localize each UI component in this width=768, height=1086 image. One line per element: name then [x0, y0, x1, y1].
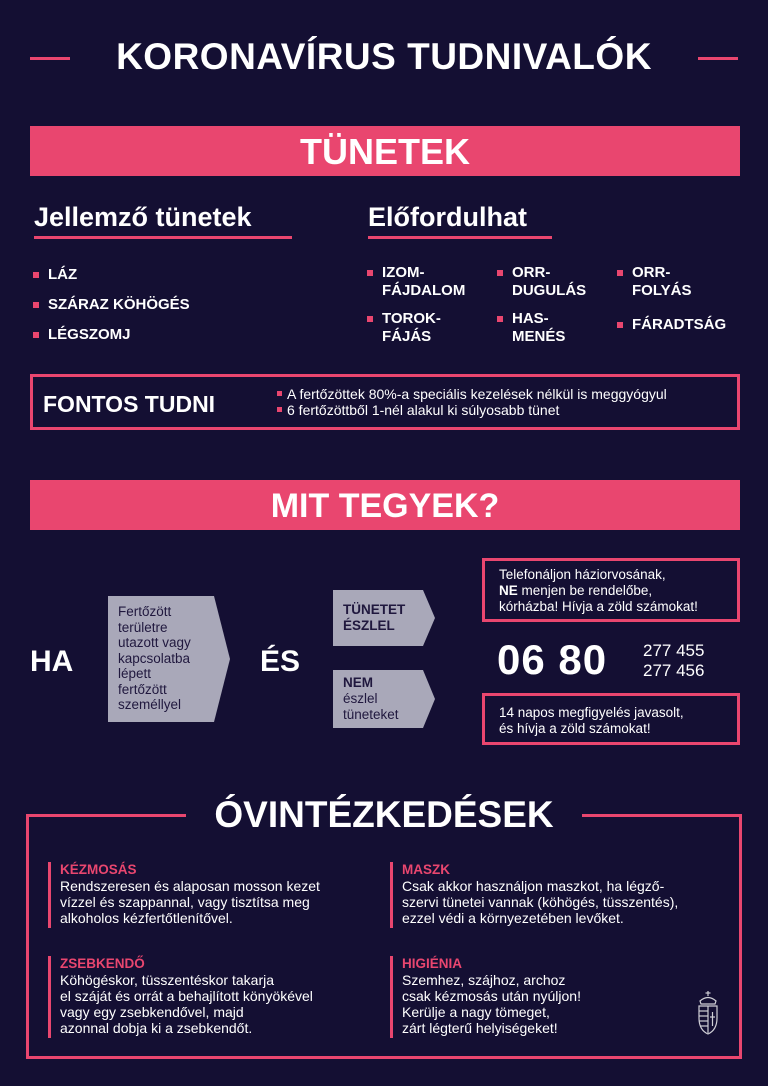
phone-prefix: 06 80: [497, 636, 608, 683]
precaution-title: KÉZMOSÁS: [60, 862, 137, 877]
symptom-nasal-congestion: ORR- DUGULÁS: [512, 264, 587, 299]
important-box: [30, 374, 740, 430]
no-symptoms-text: NEM észlel tüneteket: [343, 675, 399, 722]
possible-heading-underline: [368, 236, 552, 239]
symptom-fever: LÁZ: [48, 266, 78, 283]
section-marker: [48, 862, 51, 928]
call-doctor-box: [482, 558, 740, 622]
observation-box: [482, 693, 740, 745]
precautions-heading: ÓVINTÉZKEDÉSEK: [214, 794, 554, 835]
typical-heading-underline: [34, 236, 292, 239]
possible-symptoms-heading: Előfordulhat: [368, 202, 527, 232]
precaution-title: ZSEBKENDŐ: [60, 956, 145, 971]
precaution-mask: MASZK Csak akkor használjon maszkot, ha légző- szervi tünetei vannak (köhögés, tüsszentés), ezzel védi a környezetében levőket.: [390, 862, 730, 928]
precautions-frame-top-right: [582, 814, 742, 817]
precaution-hygiene: HIGIÉNIA Szemhez, szájhoz, archoz csak kézmosás után nyúljon! Kerülje a nagy tömeget, zárt légterű helyiségeket!: [390, 956, 690, 1038]
precaution-title: HIGIÉNIA: [402, 956, 463, 971]
if-label: HA: [30, 645, 74, 678]
typical-symptoms-heading: Jellemző tünetek: [34, 202, 252, 232]
precautions-frame-right: [739, 814, 742, 1059]
precautions-frame-left: [26, 814, 29, 1059]
section-marker: [48, 956, 51, 1038]
phone-number-1: 277 455: [643, 641, 705, 660]
phone-number-2: 277 456: [643, 661, 705, 680]
section-marker: [390, 956, 393, 1038]
symptom-runny-nose: ORR- FOLYÁS: [632, 264, 692, 299]
precaution-handwash: KÉZMOSÁS Rendszeresen és alaposan mosson kezet vízzel és szappannal, vagy tisztítsa meg alkoholos kézfertőtlenítővel.: [48, 862, 368, 928]
symptom-diarrhea: HAS- MENÉS: [512, 310, 566, 345]
call-doctor-text: Telefonáljon háziorvosának, NE menjen be rendelőbe, kórházba! Hívja a zöld számokat!: [499, 567, 698, 614]
important-list: [277, 386, 667, 418]
symptom-fatigue: FÁRADTSÁG: [632, 316, 727, 333]
precautions-frame-top-left: [26, 814, 186, 817]
important-item: 6 fertőzöttből 1-nél alakul ki súlyosabb tünet: [277, 402, 667, 418]
precaution-title: MASZK: [402, 862, 450, 877]
has-symptoms-text: TÜNETET ÉSZLEL: [343, 602, 406, 633]
condition-text: Fertőzött területre utazott vagy kapcsolatba lépett fertőzött személlyel: [118, 604, 191, 712]
symptoms-banner: TÜNETEK: [30, 126, 740, 176]
symptom-muscle-pain: IZOM- FÁJDALOM: [382, 264, 466, 299]
important-item: A fertőzöttek 80%-a speciális kezelések nélkül is meggyógyul: [277, 386, 667, 402]
important-label: FONTOS TUDNI: [43, 391, 216, 417]
coat-of-arms-icon: [696, 990, 720, 1036]
symptom-dry-cough: SZÁRAZ KÖHÖGÉS: [48, 296, 190, 313]
precautions-frame-bottom: [26, 1056, 742, 1059]
and-label: ÉS: [260, 645, 301, 678]
section-marker: [390, 862, 393, 928]
symptom-sore-throat: TOROK- FÁJÁS: [382, 310, 441, 345]
page-title: KORONAVÍRUS TUDNIVALÓK: [116, 36, 652, 77]
precaution-tissue: ZSEBKENDŐ Köhögéskor, tüsszentéskor takarja el száját és orrát a behajlított könyökével vagy egy zsebkendővel, majd azonnal dobja ki a zsebkendőt.: [48, 956, 368, 1038]
what-to-do-banner: MIT TEGYEK?: [30, 480, 740, 530]
observation-text: 14 napos megfigyelés javasolt, és hívja a zöld számokat!: [499, 705, 684, 736]
symptom-shortness-of-breath: LÉGSZOMJ: [48, 326, 131, 343]
